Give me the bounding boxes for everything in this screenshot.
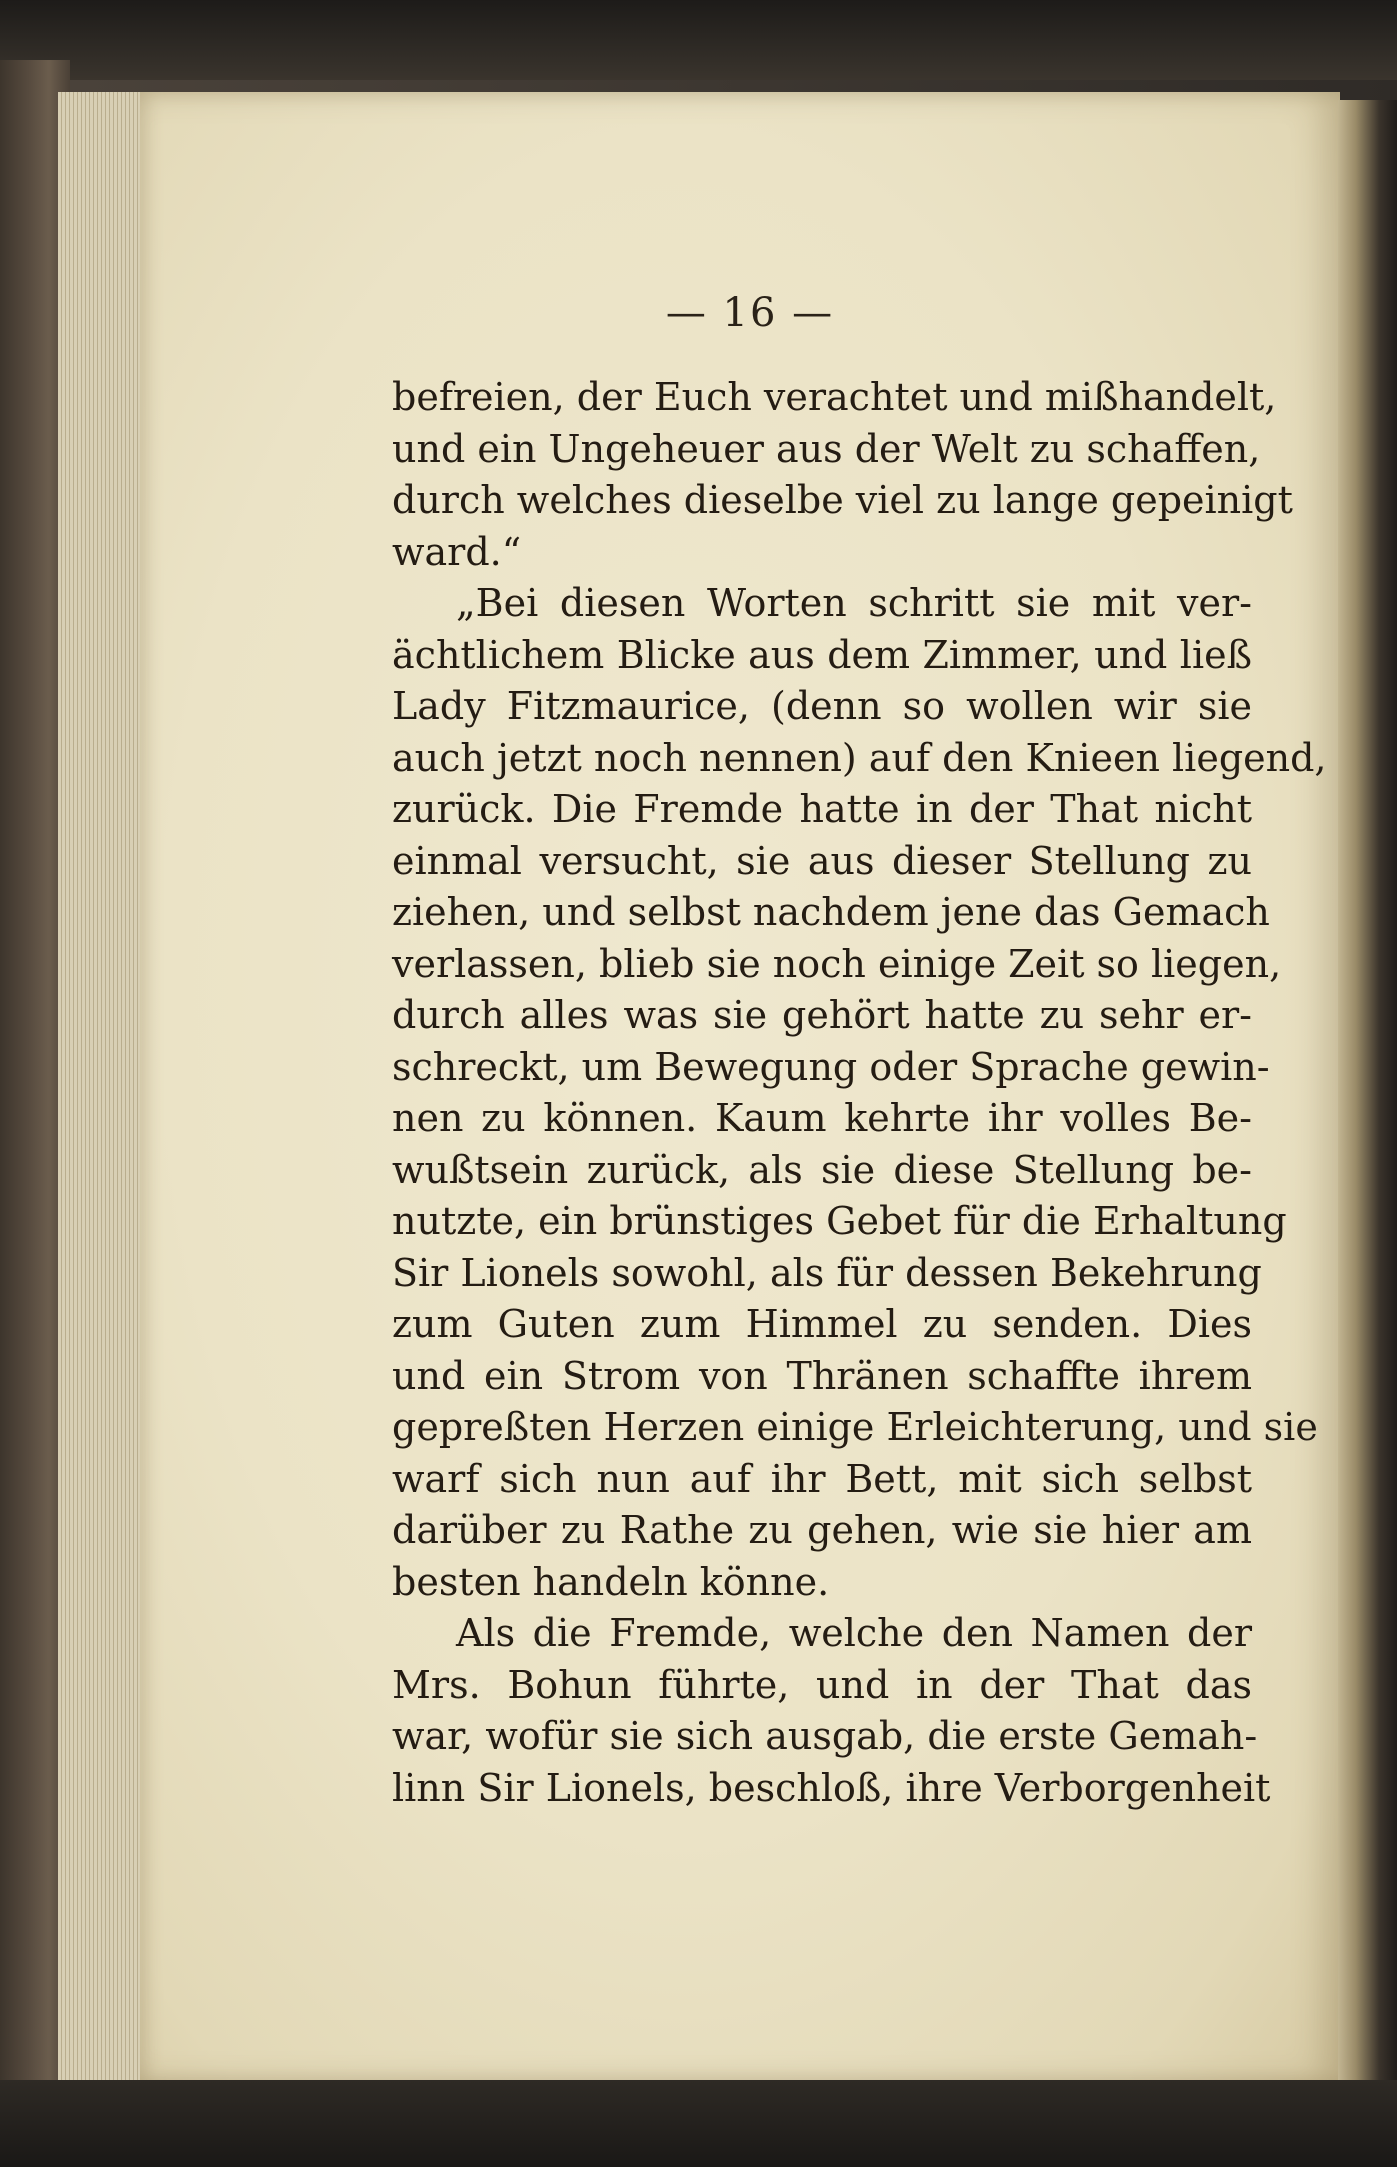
text-line: ächtlichem Blicke aus dem Zimmer, und ließ — [392, 632, 1252, 677]
book-cover-top — [0, 0, 1397, 80]
body-text — [392, 372, 1327, 1814]
page-number: — 16 — — [665, 290, 835, 336]
text-line: zurück. Die Fremde hatte in der That nicht — [392, 787, 1252, 831]
text-line: Sir Lionels sowohl, als für dessen Bekehrung — [392, 1250, 1262, 1295]
text-line: ward.“ — [392, 529, 522, 574]
text-line: Lady Fitzmaurice, (denn so wollen wir sie — [392, 684, 1252, 728]
book-gutter — [1338, 100, 1397, 2080]
text-line: Mrs. Bohun führte, und in der That das — [392, 1662, 1252, 1707]
text-line: zum Guten zum Himmel zu senden. Dies — [392, 1302, 1252, 1346]
text-line: darüber zu Rathe zu gehen, wie sie hier am — [392, 1508, 1252, 1552]
text-line: einmal versucht, sie aus dieser Stellung zu — [392, 838, 1252, 883]
text-line: durch welches dieselbe viel zu lange gepeinigt — [392, 478, 1293, 522]
text-line: durch alles was sie gehört hatte zu sehr er- — [392, 993, 1252, 1037]
text-line: und ein Ungeheuer aus der Welt zu schaffen, — [392, 426, 1261, 471]
text-line: verlassen, blieb sie noch einige Zeit so liegen, — [392, 941, 1282, 986]
text-line: „Bei diesen Worten schritt sie mit ver- — [456, 581, 1252, 625]
text-line: war, wofür sie sich ausgab, die erste Gemah- — [392, 1714, 1258, 1758]
text-line: ziehen, und selbst nachdem jene das Gemach — [392, 890, 1270, 934]
text-line: schreckt, um Bewegung oder Sprache gewin- — [392, 1044, 1270, 1089]
text-line: auch jetzt noch nennen) auf den Knieen liegend, — [392, 735, 1327, 780]
text-line: befreien, der Euch verachtet und mißhandelt, — [392, 375, 1277, 419]
bottom-shadow — [0, 2080, 1397, 2167]
text-line: Als die Fremde, welche den Namen der — [456, 1611, 1252, 1655]
text-line: und ein Strom von Thränen schaffte ihrem — [392, 1353, 1252, 1398]
text-line: gepreßten Herzen einige Erleichterung, und sie — [392, 1405, 1318, 1449]
text-line: nen zu können. Kaum kehrte ihr volles Be- — [392, 1096, 1252, 1140]
text-line: warf sich nun auf ihr Bett, mit sich selbst — [392, 1456, 1252, 1501]
text-line: linn Sir Lionels, beschloß, ihre Verborgenheit — [392, 1765, 1271, 1810]
text-line: wußtsein zurück, als sie diese Stellung be- — [392, 1147, 1252, 1192]
text-line: besten handeln könne. — [392, 1559, 830, 1604]
text-line: nutzte, ein brünstiges Gebet für die Erhaltung — [392, 1199, 1287, 1243]
